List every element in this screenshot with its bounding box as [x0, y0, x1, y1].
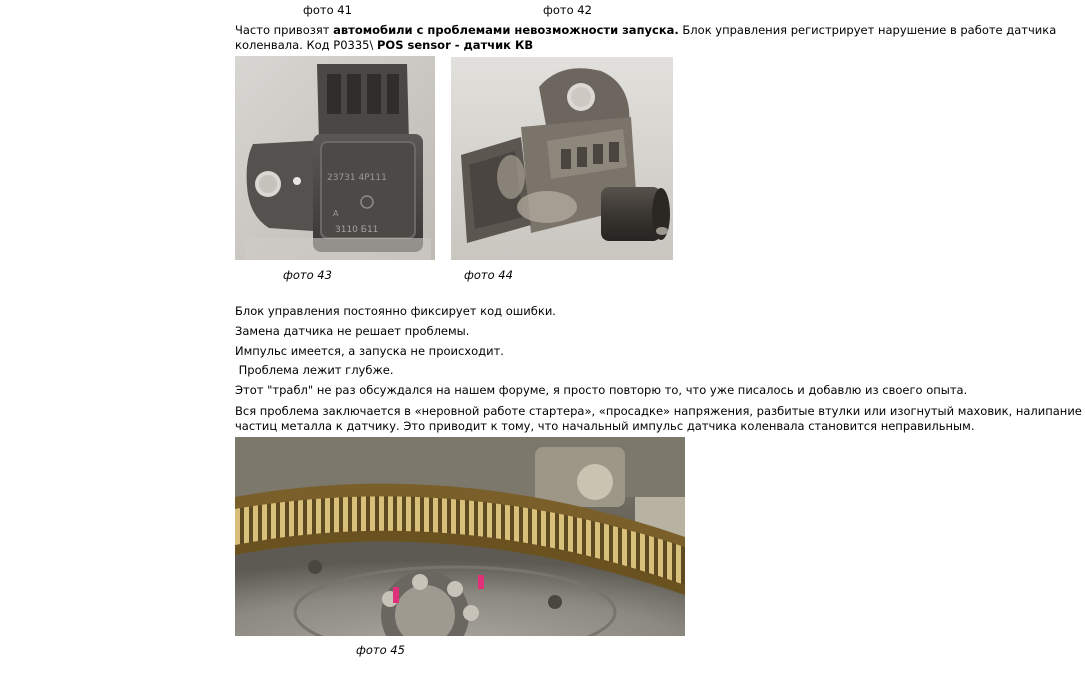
final-paragraph-line-2: частиц металла к датчику. Это приводит к тому, что начальный импульс датчика коленвала становится неправильным.	[235, 419, 975, 433]
photo-44-sensor-side	[451, 57, 673, 260]
intro-text: Часто привозят	[235, 23, 334, 37]
caption-foto-43: фото 43	[283, 268, 332, 282]
paragraph-5: Этот "трабл" не раз обсуждался на нашем форуме, я просто повторю то, что уже писалось и добавлю из своего опыта.	[235, 383, 968, 397]
final-paragraph-line-1: Вся проблема заключается в «неровной работе стартера», «просадке» напряжения, разбитые втулки или изогнутый маховик, налипание	[235, 404, 1082, 418]
caption-foto-44: фото 44	[464, 268, 513, 282]
intro-sensor-name: POS sensor - датчик КВ	[377, 38, 534, 52]
photo-45-flywheel	[235, 437, 685, 636]
sensor-marking-1: 23731 4P111	[327, 173, 387, 183]
caption-foto-41: фото 41	[303, 3, 352, 17]
intro-line-2	[235, 38, 533, 52]
intro-text-cont: Блок управления регистрирует нарушение в работе датчика	[678, 23, 1057, 37]
intro-line-1	[235, 23, 1056, 37]
paragraph-4: Проблема лежит глубже.	[235, 363, 394, 377]
sensor-marking-2: A	[333, 209, 339, 218]
photo-43-sensor-front	[235, 56, 435, 260]
paragraph-1: Блок управления постоянно фиксирует код ошибки.	[235, 304, 556, 318]
intro-code-text: коленвала. Код P0335\	[235, 38, 377, 52]
caption-foto-42: фото 42	[543, 3, 592, 17]
paragraph-2: Замена датчика не решает проблемы.	[235, 324, 470, 338]
paragraph-3: Импульс имеется, а запуска не происходит.	[235, 344, 504, 358]
intro-bold-text: автомобили с проблемами невозможности запуска.	[333, 23, 679, 37]
sensor-marking-3: 3110 Б11	[335, 225, 379, 235]
caption-foto-45: фото 45	[356, 643, 405, 657]
